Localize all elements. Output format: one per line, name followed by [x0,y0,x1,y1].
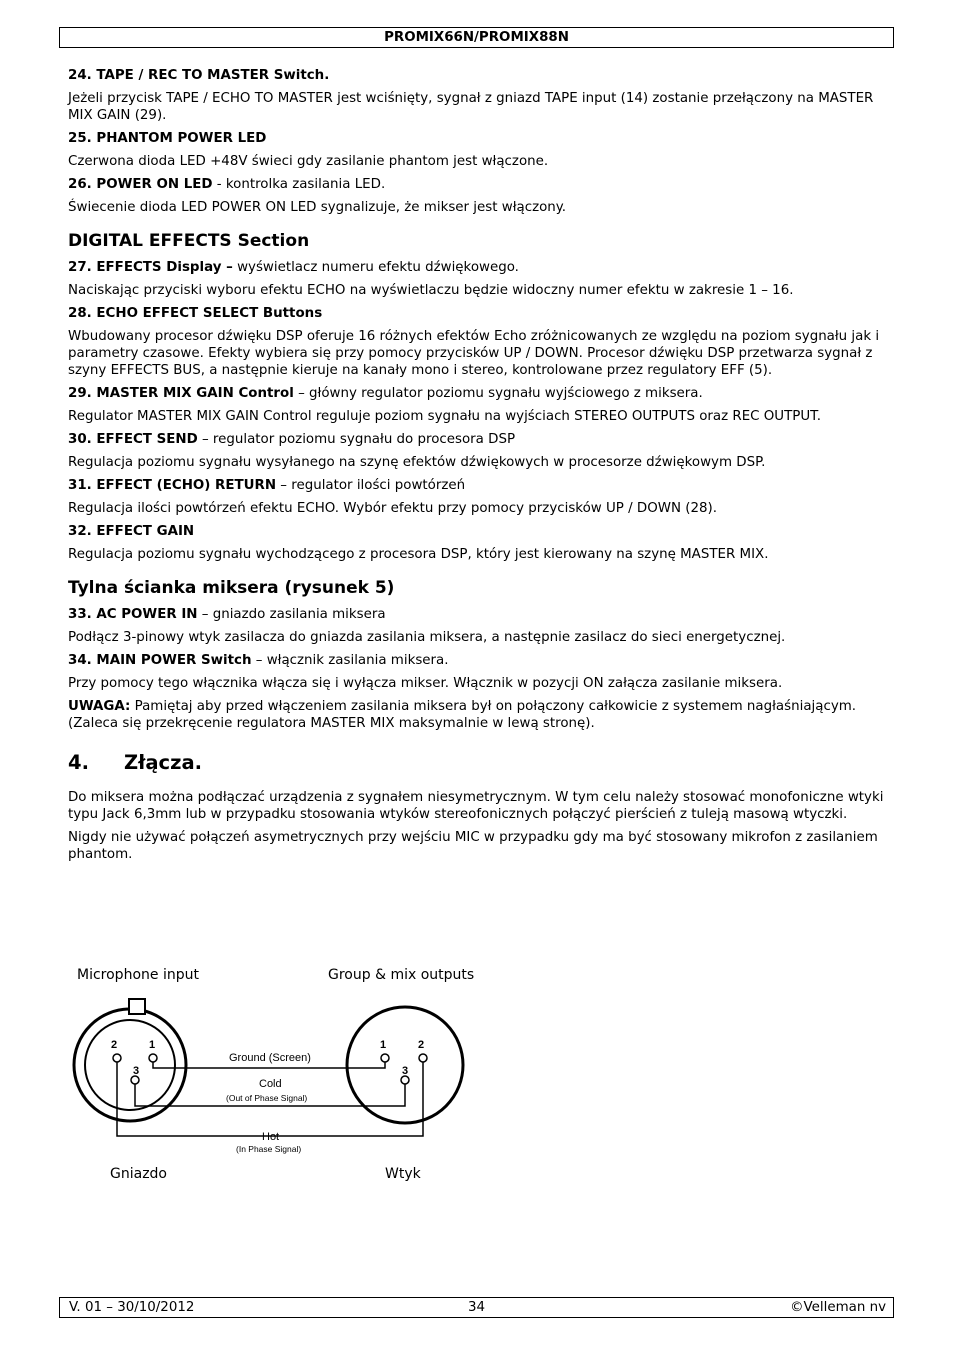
plug-label: Wtyk [385,1166,421,1182]
cold-label: Cold [259,1078,282,1090]
item-34-title: 34. MAIN POWER Switch [68,653,252,668]
item-29-desc: – główny regulator poziomu sygnału wyjściowego z miksera. [293,386,703,401]
microphone-input-label: Microphone input [77,967,199,983]
chapter-4-title [68,752,894,774]
hot-sub-label: (In Phase Signal) [236,1144,302,1154]
xlr-wiring-diagram [68,996,488,1161]
chapter-name: Złącza. [124,751,203,774]
item-27-heading [68,259,894,276]
footer-copyright: ©Velleman nv [790,1300,886,1315]
item-33-body: Podłącz 3-pinowy wtyk zasilacza do gniazda zasilania miksera, a następnie zasilacz do sieci energetycznej. [68,630,786,645]
item-30-desc: – regulator poziomu sygnału do procesora DSP [197,432,516,447]
socket-pin-3-label: 3 [133,1065,140,1077]
ground-label: Ground (Screen) [229,1052,311,1064]
footer-version: V. 01 – 30/10/2012 [69,1300,195,1315]
socket-pin-2 [113,1054,121,1062]
item-26-heading [68,176,894,193]
item-34-body: Przy pomocy tego włącznika włącza się i wyłącza mikser. Włącznik w pozycji ON załącza zasilanie miksera. [68,676,783,691]
item-31-desc: – regulator ilości powtórzeń [276,478,466,493]
footer-page-number: 34 [467,1300,486,1315]
item-24-body: Jeżeli przycisk TAPE / ECHO TO MASTER jest wciśnięty, sygnał z gniazd TAPE input (14) zostanie przełączony na MASTER MIX GAIN (29). [68,91,874,123]
plug-pin-1-label: 1 [380,1039,387,1051]
socket-pin-2-label: 2 [111,1039,118,1051]
item-27-body: Naciskając przyciski wyboru efektu ECHO na wyświetlaczu będzie widoczny numer efektu w zakresie 1 – 16. [68,283,794,298]
item-31-title: 31. EFFECT (ECHO) RETURN [68,478,277,493]
plug-pin-2 [419,1054,427,1062]
group-mix-outputs-label: Group & mix outputs [328,967,475,983]
warning-label: UWAGA: [68,699,131,714]
item-31-body: Regulacja ilości powtórzeń efektu ECHO. Wybór efektu przy pomocy przycisków UP / DOWN (28). [68,501,717,516]
connectors-paragraph-2: Nigdy nie używać połączeń asymetrycznych przy wejściu MIC w przypadku gdy ma być stosowany mikrofon z zasilaniem phantom. [68,830,878,862]
item-26-desc: - kontrolka zasilania LED. [212,177,386,192]
item-30-heading [68,431,894,448]
page-header [59,27,894,48]
main-content [68,67,894,869]
item-27-desc: wyświetlacz numeru efektu dźwiękowego. [232,260,519,275]
plug-pin-3 [401,1076,409,1084]
plug-pin-1 [381,1054,389,1062]
socket-outer-circle [74,1009,186,1121]
item-24-title: 24. TAPE / REC TO MASTER Switch. [68,68,330,83]
item-29-title: 29. MASTER MIX GAIN Control [68,386,294,401]
item-33-title: 33. AC POWER IN [68,607,198,622]
socket-inner-circle [85,1020,175,1110]
plug-pin-2-label: 2 [418,1039,425,1051]
cold-sub-label: (Out of Phase Signal) [226,1093,308,1103]
socket-pin-1-label: 1 [149,1039,156,1051]
item-29-body: Regulator MASTER MIX GAIN Control reguluje poziom sygnału na wyjściach STEREO OUTPUTS oraz REC OUTPUT. [68,409,822,424]
item-26-title: 26. POWER ON LED [68,177,213,192]
xlr-wiring-figure [68,960,488,1190]
item-30-title: 30. EFFECT SEND [68,432,198,447]
socket-pin-3 [131,1076,139,1084]
rear-panel-section-title: Tylna ścianka miksera (rysunek 5) [68,578,395,598]
item-33-desc: – gniazdo zasilania miksera [197,607,386,622]
item-27-title: 27. EFFECTS Display – [68,260,233,275]
item-29-heading [68,385,894,402]
item-30-body: Regulacja poziomu sygnału wysyłanego na szynę efektów dźwiękowych w procesorze dźwiękowym DSP. [68,455,766,470]
item-32-body: Regulacja poziomu sygnału wychodzącego z procesora DSP, który jest kierowany na szynę MASTER MIX. [68,547,769,562]
item-25-title: 25. PHANTOM POWER LED [68,131,267,146]
item-34-desc: – włącznik zasilania miksera. [251,653,449,668]
item-31-heading [68,477,894,494]
item-28-title: 28. ECHO EFFECT SELECT Buttons [68,306,323,321]
digital-effects-section-title: DIGITAL EFFECTS Section [68,231,310,251]
item-32-title: 32. EFFECT GAIN [68,524,195,539]
item-25-body: Czerwona dioda LED +48V świeci gdy zasilanie phantom jest włączone. [68,154,549,169]
plug-pin-3-label: 3 [402,1065,409,1077]
item-34-heading [68,652,894,669]
warning-note [68,698,894,732]
socket-pin-1 [149,1054,157,1062]
socket-label: Gniazdo [110,1166,167,1182]
header-title: PROMIX66N/PROMIX88N [384,30,569,45]
chapter-number: 4. [68,751,89,774]
page-footer [59,1297,894,1318]
item-28-body: Wbudowany procesor dźwięku DSP oferuje 16 różnych efektów Echo zróżnicowanych ze względu na poziom sygnału jak i parametry czasowe. Efekty wybiera się przy pomocy przycisków UP / DOWN. Procesor dźwięku DSP przetwarza sygnał z szyny EFFECTS BUS, a następnie kieruje na kanały mono i stereo, kontrolowane przez regulatory EFF (5). [68,329,880,378]
warning-text: Pamiętaj aby przed włączeniem zasilania miksera był on połączony całkowicie z systemem nagłaśniającym. (Zaleca się przekręcenie regulatora MASTER MIX maksymalnie w lewą stronę). [68,699,857,731]
hot-label: Hot [262,1131,280,1143]
connectors-paragraph-1: Do miksera można podłączać urządzenia z sygnałem niesymetrycznym. W tym celu należy stosować monofoniczne wtyki typu Jack 6,3mm lub w przypadku stosowania wtyków stereofonicznych połączyć pierścień z tuleją masową wtyczki. [68,790,884,822]
item-33-heading [68,606,894,623]
socket-latch [129,999,145,1014]
item-26-body: Świecenie dioda LED POWER ON LED sygnalizuje, że mikser jest włączony. [68,200,567,215]
